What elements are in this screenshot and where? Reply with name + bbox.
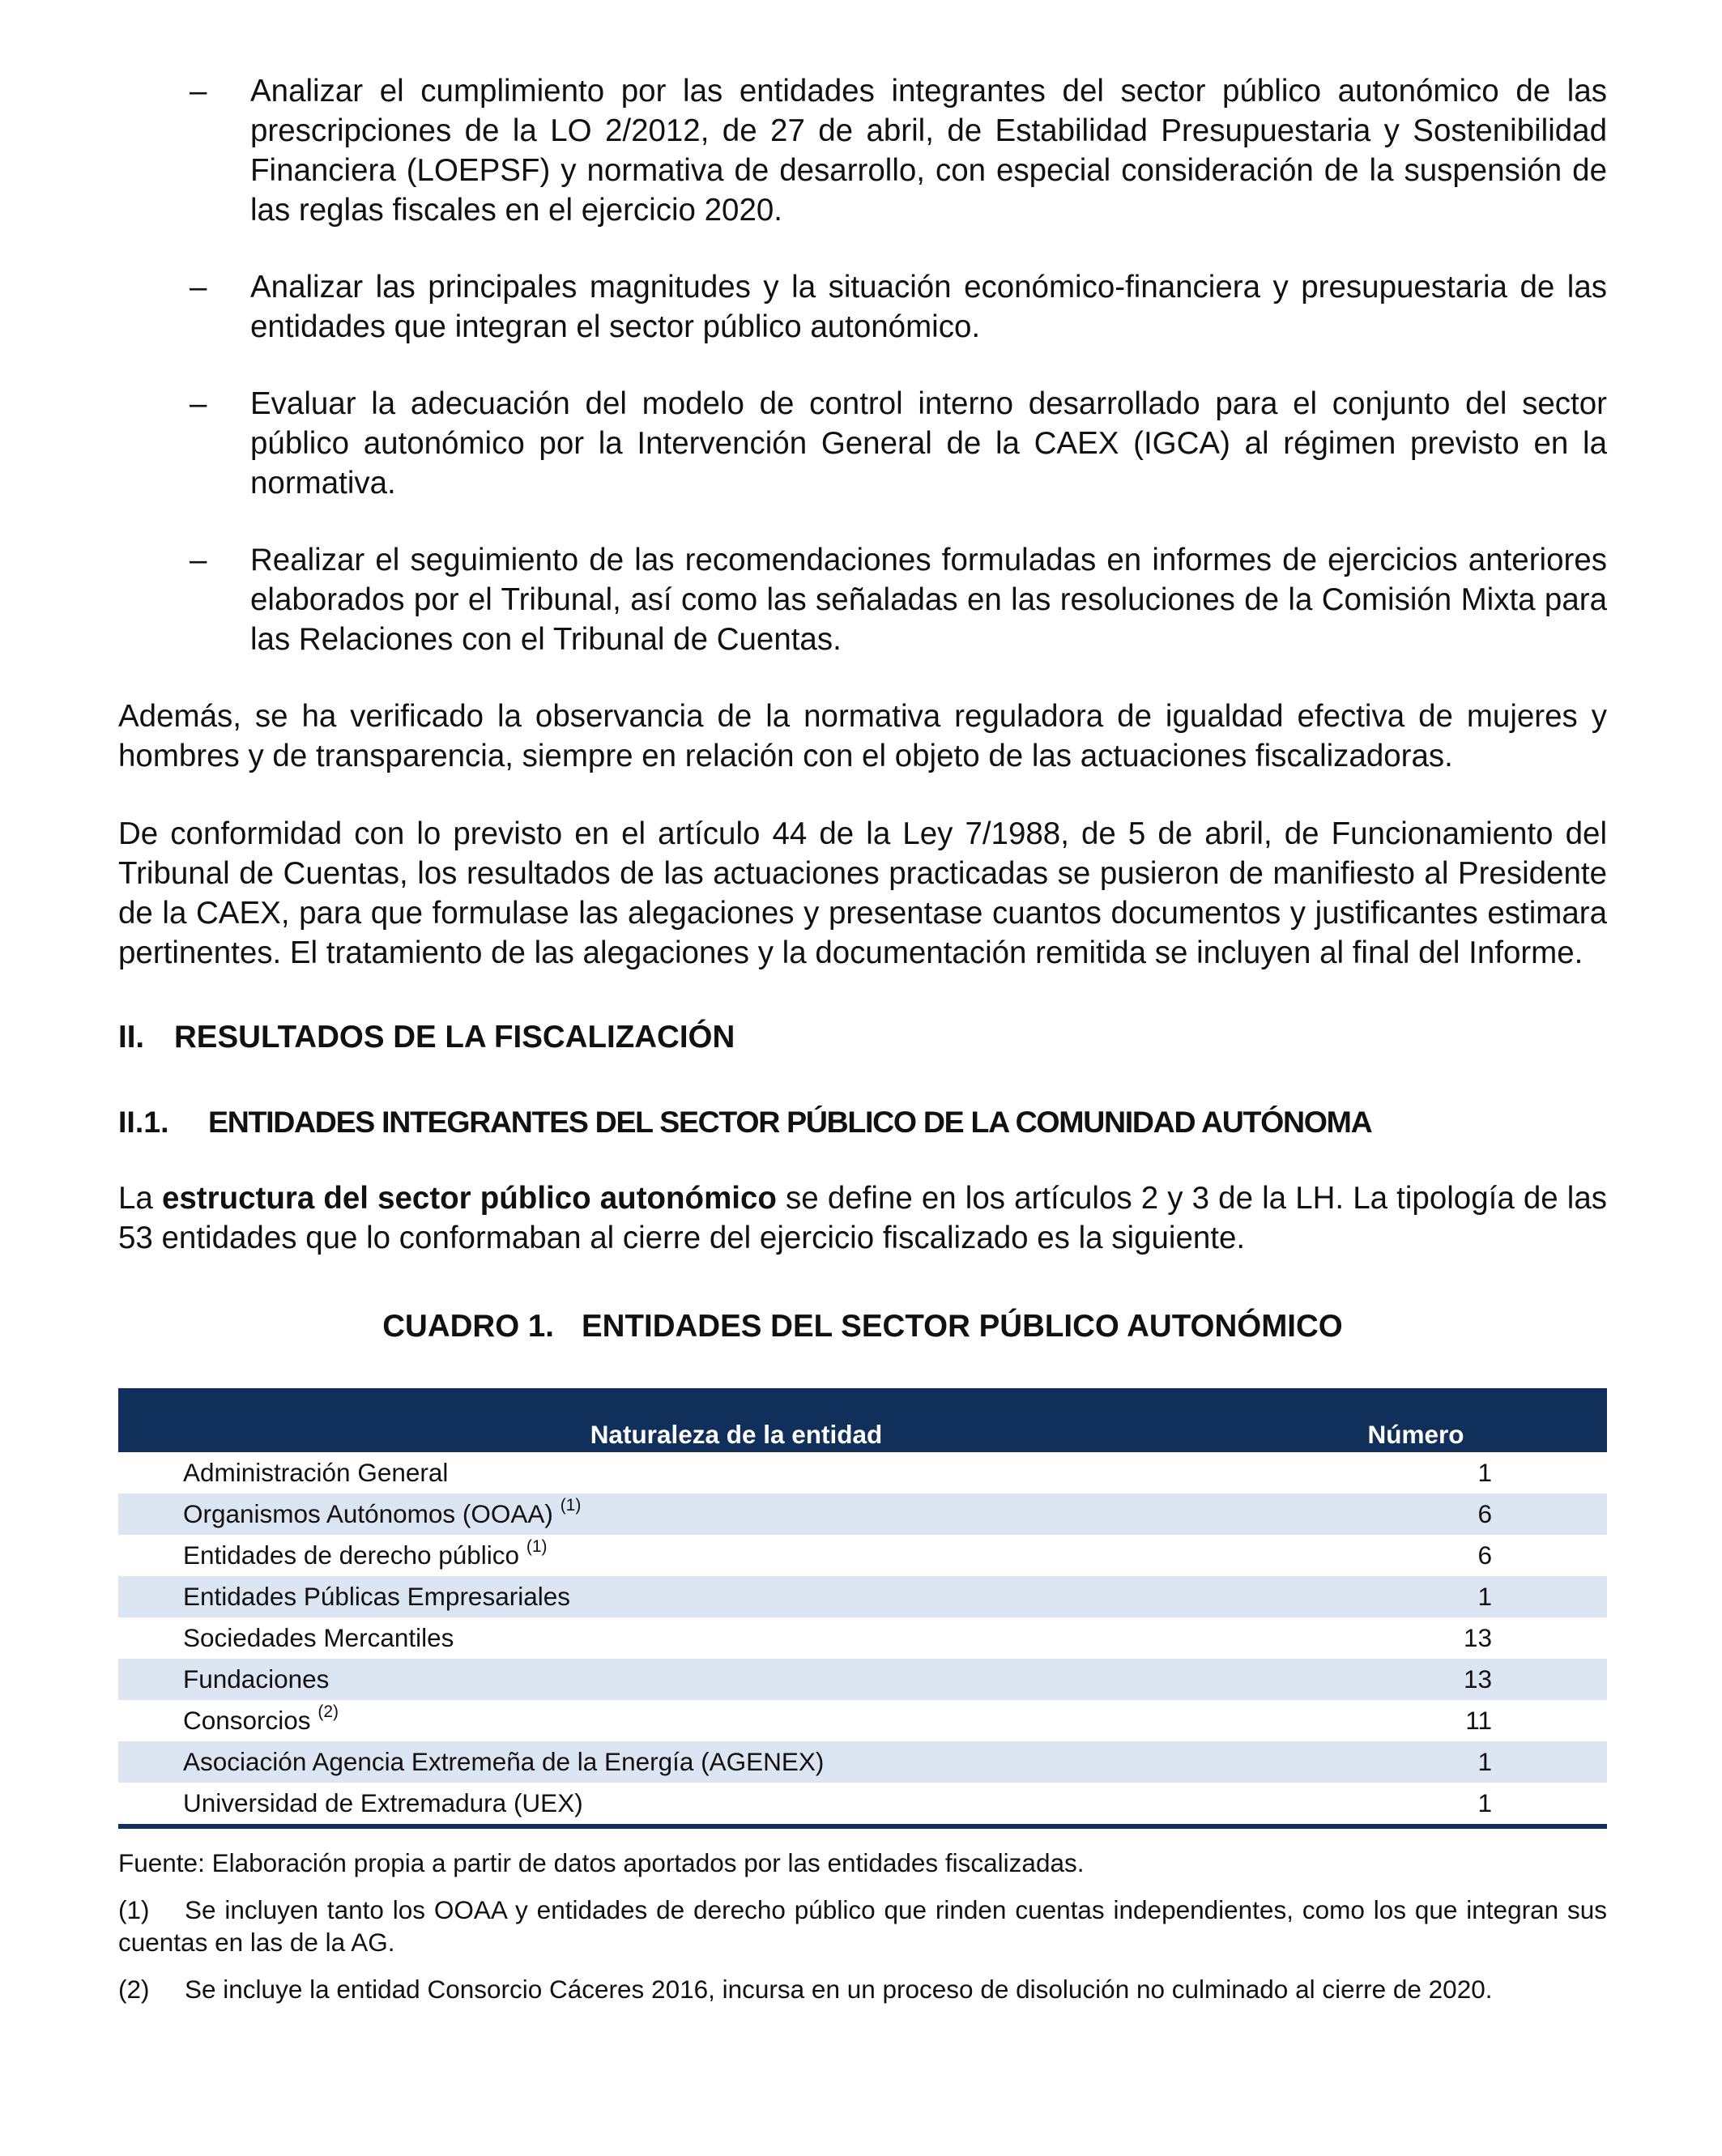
section-heading	[118, 1017, 1607, 1057]
table-header-row	[118, 1391, 1607, 1452]
list-item	[118, 267, 1607, 347]
row-name-cell	[118, 1493, 1265, 1535]
row-name: Fundaciones	[183, 1664, 330, 1694]
subsection-title: ENTIDADES INTEGRANTES DEL SECTOR PÚBLICO DE LA COMUNIDAD AUTÓNOMA	[208, 1105, 1372, 1139]
table-row	[118, 1493, 1607, 1535]
objectives-list	[118, 71, 1607, 659]
table-row	[118, 1659, 1607, 1700]
intro-bold-text: estructura del sector público autonómico	[161, 1181, 777, 1216]
header-entity-nature: Naturaleza de la entidad	[118, 1391, 1265, 1452]
list-item-text: Evaluar la adecuación del modelo de control interno desarrollado para el conjunto del sector público autonómico por la Intervención General de la CAEX (IGCA) al régimen previsto en la normativa.	[250, 386, 1607, 501]
row-name: Entidades Públicas Empresariales	[183, 1582, 570, 1611]
bullet-dash: –	[190, 543, 207, 577]
row-name-cell	[118, 1617, 1265, 1659]
list-item	[118, 540, 1607, 659]
section-number: II.	[118, 1020, 145, 1055]
table-row	[118, 1700, 1607, 1741]
table-footnote	[118, 1894, 1607, 1958]
list-item-text: Analizar el cumplimiento por las entidades integrantes del sector público autonómico de las prescripciones de la LO 2/2012, de 27 de abril, de Estabilidad Presupuestaria y Sostenibilidad Financiera (LOEPSF) y normativa de desarrollo, con especial consideración de la suspensión de las reglas fiscales en el ejercicio 2020.	[250, 74, 1607, 228]
row-footnote-ref: (2)	[318, 1702, 339, 1721]
bullet-dash: –	[190, 270, 207, 305]
row-name-cell	[118, 1700, 1265, 1741]
intro-paragraph	[118, 1178, 1607, 1258]
document-content	[118, 71, 1607, 2005]
table-row	[118, 1783, 1607, 1826]
entities-table	[118, 1388, 1607, 1829]
row-name-cell	[118, 1741, 1265, 1783]
table-row	[118, 1741, 1607, 1783]
row-name-cell	[118, 1659, 1265, 1700]
row-name: Asociación Agencia Extremeña de la Energía (AGENEX)	[183, 1747, 825, 1776]
table-row	[118, 1576, 1607, 1617]
row-value: 11	[1465, 1706, 1492, 1735]
row-name: Sociedades Mercantiles	[183, 1623, 454, 1652]
table-caption	[118, 1306, 1607, 1346]
table-row	[118, 1617, 1607, 1659]
list-item	[118, 71, 1607, 230]
footnote-number: (2)	[118, 1975, 150, 2004]
header-number: Número	[1265, 1391, 1607, 1452]
row-name: Organismos Autónomos (OOAA)	[183, 1499, 553, 1528]
paragraph-verification: Además, se ha verificado la observancia de la normativa reguladora de igualdad efectiva de mujeres y hombres y de transparencia, siempre en relación con el objeto de las actuaciones fiscalizadoras.	[118, 699, 1607, 773]
list-item-text: Analizar las principales magnitudes y la situación económico-financiera y presupuestaria de las entidades que integran el sector público autonómico.	[250, 270, 1607, 344]
list-item-text: Realizar el seguimiento de las recomendaciones formuladas en informes de ejercicios anteriores elaborados por el Tribunal, así como las señaladas en las resoluciones de la Comisión Mixta para las Relaciones con el Tribunal de Cuentas.	[250, 543, 1607, 657]
row-value: 1	[1265, 1783, 1607, 1826]
intro-text-before: La	[118, 1181, 162, 1216]
footnote-text: Se incluyen tanto los OOAA y entidades de derecho público que rinden cuentas independientes, como los que integran sus cuentas en las de la AG.	[118, 1895, 1607, 1957]
subsection-heading	[118, 1102, 1607, 1142]
footnote-text: Se incluye la entidad Consorcio Cáceres 2016, incursa en un proceso de disolución no culminado al cierre de 2020.	[185, 1975, 1493, 2004]
row-value: 13	[1265, 1659, 1607, 1700]
footnote-number: (1)	[118, 1895, 150, 1924]
row-value: 1	[1265, 1576, 1607, 1617]
section-title: RESULTADOS DE LA FISCALIZACIÓN	[174, 1020, 735, 1055]
table-row	[118, 1535, 1607, 1576]
intro-text-after: se define en los artículos 2 y 3 de la LH. La tipología de las 53 entidades que lo conformaban al cierre del ejercicio fiscalizado es la siguiente.	[118, 1181, 1607, 1255]
row-name: Consorcios	[183, 1706, 311, 1735]
row-value: 6	[1477, 1540, 1492, 1570]
row-name-cell	[118, 1535, 1265, 1576]
row-footnote-ref: (1)	[560, 1495, 582, 1515]
table-footnote	[118, 1973, 1607, 2005]
paragraph-allegations: De conformidad con lo previsto en el artículo 44 de la Ley 7/1988, de 5 de abril, de Funcionamiento del Tribunal de Cuentas, los resultados de las actuaciones practicadas se pusieron de manifiesto al Presidente de la CAEX, para que formulase las alegaciones y presentase cuantos documentos y justificantes estimara pertinentes. El tratamiento de las alegaciones y la documentación remitida se incluyen al final del Informe.	[118, 816, 1607, 970]
row-value: 6	[1265, 1493, 1607, 1535]
table-row	[118, 1452, 1607, 1493]
table-title: ENTIDADES DEL SECTOR PÚBLICO AUTONÓMICO	[582, 1309, 1343, 1344]
row-name-cell	[118, 1576, 1265, 1617]
row-name-cell	[118, 1452, 1265, 1493]
list-item	[118, 384, 1607, 503]
row-value: 1	[1265, 1741, 1607, 1783]
bullet-dash: –	[190, 74, 207, 109]
row-value: 13	[1463, 1623, 1492, 1652]
subsection-number: II.1.	[118, 1105, 169, 1139]
row-name: Universidad de Extremadura (UEX)	[183, 1788, 583, 1817]
table-source: Fuente: Elaboración propia a partir de datos aportados por las entidades fiscalizadas.	[118, 1848, 1085, 1877]
table-number: CUADRO 1.	[382, 1309, 554, 1344]
bullet-dash: –	[190, 386, 207, 421]
row-value: 1	[1477, 1458, 1492, 1487]
row-name: Entidades de derecho público	[183, 1540, 520, 1570]
row-name-cell	[118, 1783, 1265, 1826]
row-footnote-ref: (1)	[526, 1536, 548, 1556]
row-name: Administración General	[183, 1458, 449, 1487]
